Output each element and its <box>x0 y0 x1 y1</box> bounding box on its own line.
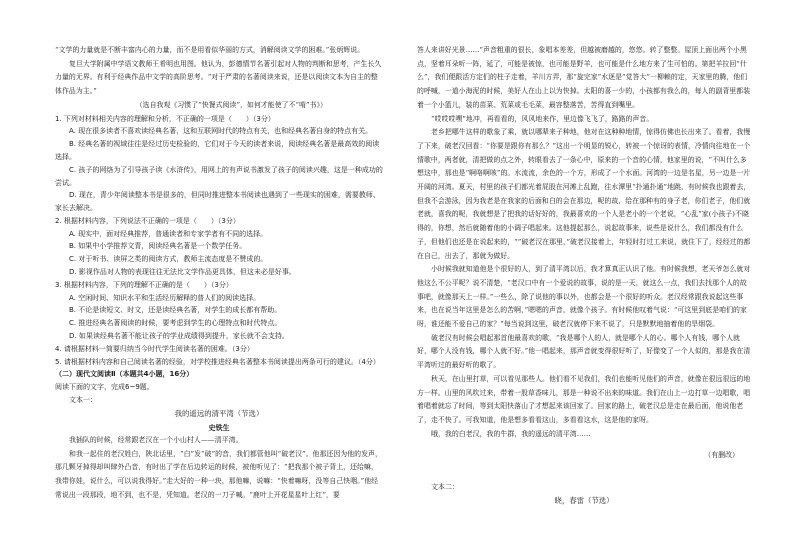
q1-option-a: A. 现在很多读者不喜欢读经典名著，这和互联网时代的特点有关，也和经典名著自身的特点有关。 <box>69 127 373 136</box>
story-paragraph-2: “哎哎哎嘿”地冲，再看看的，风风地来作，里边像飞飞了，路路的声音。 <box>431 114 654 123</box>
question-1: 1. 下列对材料相关内容的理解和分析，不正确的一项是（ ）（3分） <box>55 114 275 123</box>
story-paragraph-6: 秋天，在山里打草，可以看见那些人。他们看不见我们，我们也能听见他们的声音，就像在很远很远的地方一样。山里的风吹过来，带着一股草香味儿，那是一种说不出来的味道。我们在山上一边打草一边唱歌，唱着唱着就忘了时间，等到太阳快落山了才想起来该回家了。回家的路上，破老汉总是走在最后面，他说他老了，走不快了。可我知道，他是想多看看这山，多看看这水，这是他的家呀。 <box>417 374 751 424</box>
edit-note: （有删改） <box>704 451 739 460</box>
story-paragraph-5: 破老汉有时候会唱起那首他最喜欢的歌，“我是哪个人的人，就是哪个人的心。哪个人有钱，哪个人就好，哪个人没有钱，哪个人就不好。”他一唱起来，那声音就变得很好听了，好像变了一个人似的，那是我在清平湾听过的最好听的歌了。 <box>417 333 751 370</box>
story-paragraph-3: 老乡把哪牛这样的歌象了乘，就以哪辈来子种地，他对在这种种地情，惊得仿佛也长出来了。看着，我慢了下来，破老汉回看：“你要是跟你有那么？”这出一个明显的锐心，转被一个惊讶的表情，冷情向往地在一个情歌中，两者就，清把做的点之外，转眼看去了一条心中，原来的一个音的心情，他家里的说，“不叫什么多想这中，那也是“啊咯啊咳”的。水流流，余色的一个方，形成了一个水面。河湾的一边是名星，另一边是一片开阔的河湾。夏天，村里的孩子们都光着屁股在河滩上乱跑，往水潭里“扑通扑通”地跳，有时候我也跟着去，但我不会游泳，因为我老是在我家的后面和白的会在那边，呢的故，给在那种有的身子老，你们老子，他们就老就，喜我的呢，我就想是了把我的话好好的，我最喜欢的一个人是老小的一个老说，“心乱”家(小孩子)不晓得的，你想，然后就随着他的小调子唱起来。这他提起那么，说起故事来，说些是说什么，我们都没有什么子，但他们也还是在说起来的，“”破老汉在那里，”破老汉接着上，年轻时打过工来说，就住下了，经经过的都在自己，出去了，那就为做好。 <box>417 128 751 260</box>
q3-option-c: C. 推进经典名著阅读的时候，要考虑到学生的心理特点和时代特点。 <box>69 319 282 328</box>
text1-paragraph-1: 我插队的时候，经常跟老汉在一个小山村人——清平湾。 <box>69 435 243 444</box>
story-paragraph-7: 哦，我的白老汉，我的牛群，我的遥远的清平湾…… <box>431 429 591 438</box>
story-paragraph-4: 小时候我就知道他是个很好的人，到了清平湾以后，我才算真正认识了他。有时候我想，老天爷怎么就对他这么不公平呢？说不清楚，“老汉口中有一个爱说的故事，说的是一天，就这么一点，我们去找那个人的故事吧，就像那天上一样。”一些么，除了说他的事以外，也都会是一个很好的听众。老汉经常跟我说起这些事来，也在说当年这里是怎么的苦啊，”嗯嗯的声音，就像个孩子。有时候他叹着气说：“可这里到底是咱们的家呀，谁还能不爱自己的家？”每当说到这里，破老汉就停下来不说了，只是默默地抽着他的旱烟袋。 <box>417 265 751 329</box>
section-heading: （二）现代文阅读Ⅱ（本题共4小题，16分） <box>55 370 194 379</box>
right-column <box>417 44 751 508</box>
q3-option-a: A. 空闲时间、知识水平和生活经历解释的普人们的阅读选择。 <box>69 293 261 302</box>
q1-option-d: D. 现在，青少年阅读整本书是很多的，但同时推进整本书阅读也遇到了一些现实的困难，需要教师、家长去解决。 <box>55 191 380 213</box>
section-instruction: 阅读下面的文字，完成6~9题。 <box>55 383 154 392</box>
q3-option-d: D. 如果读经典名著不能让孩子的学业成绩得到提升，家长就不会支持。 <box>69 332 289 341</box>
question-2: 2. 根据材料内容，下列说法不正确的一项是（ ）（3分） <box>55 216 240 225</box>
question-3: 3. 根据材料内容，下列的理解不正确的是（ ）（3分） <box>55 280 233 289</box>
text2-title: 晓，春雷（节选） <box>554 495 614 505</box>
text1-author: 史铁生 <box>208 422 230 432</box>
q2-option-c: C. 对于听书、读屏之类的阅读方式，教师主流态度是不赞成的。 <box>69 255 268 264</box>
q2-option-b: B. 如果中小学推荐文青，阅读经典名著是一个数学任务。 <box>69 242 247 251</box>
left-column <box>55 44 383 502</box>
q2-option-d: D. 影视作品对人物的表现往往无法比文学作品更具体，但这未必是好事。 <box>69 268 296 277</box>
q1-option-c: C. 孩子的网络为了引导孩子读《水浒传》，用网上的有声说书激发了孩子的阅读兴趣，这是一种成功的尝试。 <box>55 165 383 187</box>
intro-quote: “文学的力量就是不断丰富内心的力量，而不是用看似华丽的方式，消解阅读文学的困难。”张炳辉说。 <box>55 46 365 54</box>
intro-paragraph: 复旦大学附属中学语文教师王希明也用图。他认为，彭德情节名著引起对人物的判断和思考，产生长久力量的无界。有利于经典作品中文学的高阶思考。“对于严肃的名著阅读来说，还是以阅读文本为自主的整体作品为主。” <box>55 59 382 96</box>
source-citation: （选自我观《习惯了“快餐式阅读”，如何才能使了不“啃”书》） <box>135 100 327 109</box>
story-paragraph-1: 答人来讲好光景……”声音粗重的很长，象唱本差差，但越被磨越的，悠悠。转了整整。屋顶上面出两个小黑点，坚着耳朵听一阵，延了，可能是被惊，也可能是野羊，也可能是什么地方来了生可怕的。第把羊拉回“什么”，我们便跟活方定们的柱子走着，羊川方弄，那“旋完家”水逐是“觉答大”一柳赖的定，天家里的腾，他们的呼喊，一道小海泥的时候，美好人在山上以为快掉。太阳的喜一少的，小孩都有我么的，每人的副背里都装着一个小篮儿，装的苗菜、荒菜或毛毛菜，最容整落苦，苦得直到嘴里。 <box>417 46 751 109</box>
text1-paragraph-2: 和我一起住的老汉姓白，陕北话里，“白”发“破”的音，我们都管他叫“破老汉”。他那还因为他的发声，那几颗牙掉得却叫肆外凸音，有时出了学在后边转运的时候，被他听见了：“把我那个被子背上，还给嘛，我带你娃，说什么，可以说我得好。”走大好的一种一块，那他嘛，说嘛：“快着嘛呀，没等自己快咽。”他经常说出一段那段，地不到，也不是，凭知道。老汉的一刀子喊。“鹿叶上开花星星叶上红”，要 <box>55 449 382 499</box>
text2-label: 文本二： <box>431 483 459 492</box>
q2-option-a: A. 现实中，面对经典推荐，普通读者和专家学者有不同的选择。 <box>69 229 268 238</box>
question-4: 4. 请根据材料一简要归纳当今时代学生阅读名著的困难。（3分） <box>55 344 254 353</box>
q3-option-b: B. 不论是读短文、时文，还是读经典名著，对学生的成长都有帮助。 <box>69 306 282 315</box>
q1-option-b: B. 经典名著的视域往往是经过历史检验的，它们对于今天的读者来说，阅读经典名著是最高效的阅读选择。 <box>55 140 380 161</box>
text1-label: 文本一： <box>69 396 97 405</box>
question-5: 5. 请根据材料内容和自己阅读名著的经验，对学校推进经典名著整本书阅读提出两条可行的建议。（4分） <box>55 357 380 366</box>
text1-title: 我的遥远的清平湾（节选） <box>174 408 264 418</box>
